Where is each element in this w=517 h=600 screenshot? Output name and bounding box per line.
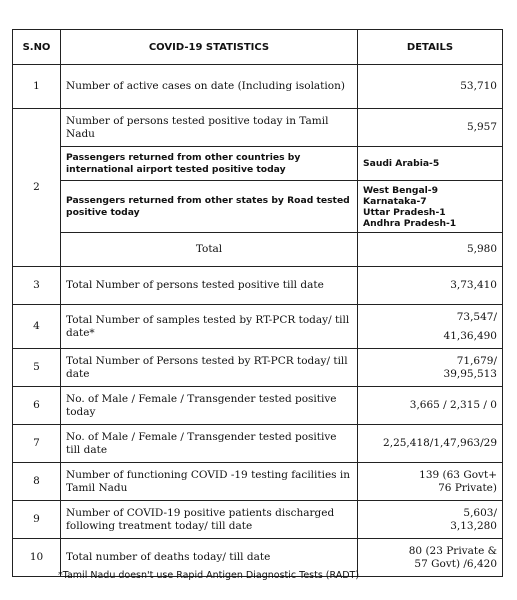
table-subrow [13,181,503,233]
value-line: 71,679/ [456,354,497,367]
value-line: 139 (63 Govt+ [419,468,497,481]
value-line: 57 Govt) /6,420 [414,557,497,570]
header-details: DETAILS [358,30,503,65]
table-row [13,501,503,539]
state-count: Karnataka-7 [363,195,427,207]
row-label: Total Number of persons tested positive till date [61,267,358,305]
table-row [13,65,503,109]
row-number: 8 [13,463,61,501]
row-value [358,349,503,387]
row-number: 4 [13,305,61,349]
intl-passengers-value: Saudi Arabia-5 [358,147,503,181]
row-label: Total Number of Persons tested by RT-PCR today/ till date [61,349,358,387]
table-row [13,349,503,387]
value-line: 76 Private) [438,481,497,494]
row-value: 3,73,410 [358,267,503,305]
row-label: No. of Male / Female / Transgender tested positive today [61,387,358,425]
table-row [13,463,503,501]
table-row [13,425,503,463]
total-label: Total [61,233,358,267]
road-passengers-values [358,181,503,233]
row-label: Total number of deaths today/ till date [61,539,358,577]
row-value [358,305,503,349]
table-row [13,305,503,349]
row-number: 1 [13,65,61,109]
value-line: 80 (23 Private & [408,544,497,557]
state-count: Andhra Pradesh-1 [363,217,457,229]
row-number: 10 [13,539,61,577]
footnote: *Tamil Nadu doesn't use Rapid Antigen Diagnostic Tests (RADT) [58,570,360,581]
row-number: 7 [13,425,61,463]
row-value [358,501,503,539]
value-line: 41,36,490 [443,329,497,342]
table-row [13,109,503,147]
row-number: 5 [13,349,61,387]
state-count: Uttar Pradesh-1 [363,206,446,218]
table-row [13,267,503,305]
table-subrow [13,147,503,181]
intl-passengers-label: Passengers returned from other countries by international airport tested positive today [61,147,358,181]
header-row [13,30,503,65]
row-label: Number of active cases on date (Including isolation) [61,65,358,109]
row-value: 5,957 [358,109,503,147]
value-line: 73,547/ [456,310,497,323]
row-number: 9 [13,501,61,539]
value-line: 5,603/ [463,506,497,519]
row-value: 53,710 [358,65,503,109]
value-line: 3,13,280 [450,519,497,532]
row-label: Number of COVID-19 positive patients discharged following treatment today/ till date [61,501,358,539]
row-value: 2,25,418/1,47,963/29 [358,425,503,463]
row-label: Number of persons tested positive today in Tamil Nadu [61,109,358,147]
row-label: Total Number of samples tested by RT-PCR today/ till date* [61,305,358,349]
table-row [13,387,503,425]
row-label: Number of functioning COVID -19 testing facilities in Tamil Nadu [61,463,358,501]
table-subrow [13,233,503,267]
road-passengers-label: Passengers returned from other states by Road tested positive today [61,181,358,233]
row-value [358,463,503,501]
covid-statistics-table [12,29,503,577]
row-value [358,539,503,577]
row-number: 6 [13,387,61,425]
state-count: West Bengal-9 [363,184,439,196]
header-sno: S.NO [13,30,61,65]
row-number: 3 [13,267,61,305]
row-number: 2 [13,109,61,267]
total-value: 5,980 [358,233,503,267]
row-label: No. of Male / Female / Transgender tested positive till date [61,425,358,463]
header-statistics: COVID-19 STATISTICS [61,30,358,65]
value-line: 39,95,513 [443,367,497,380]
row-value: 3,665 / 2,315 / 0 [358,387,503,425]
